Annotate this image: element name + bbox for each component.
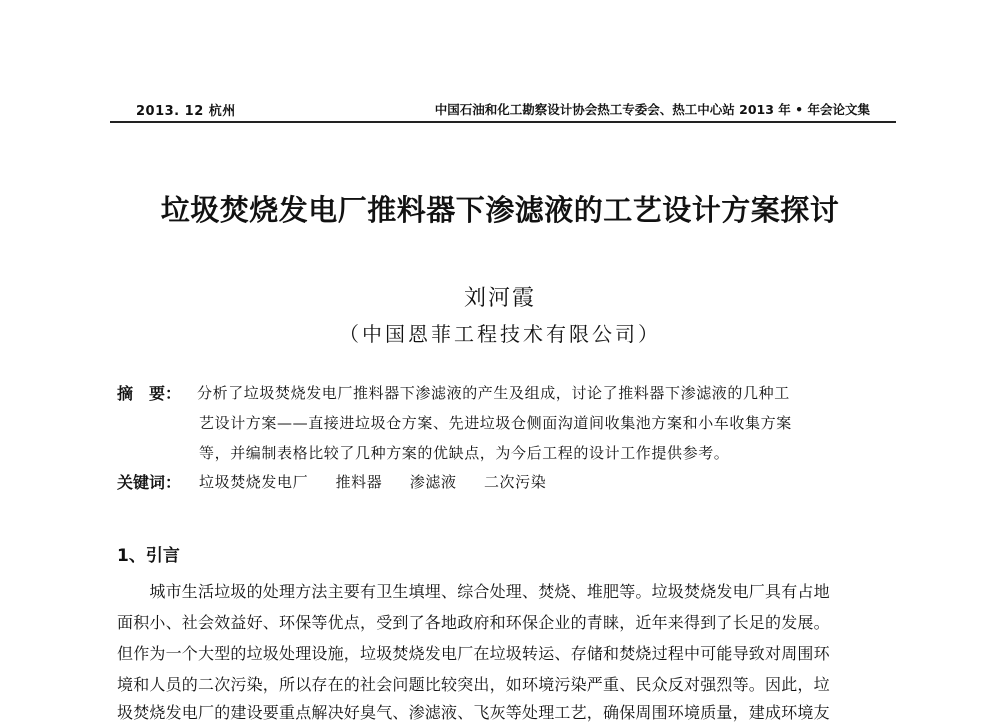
header-rule xyxy=(110,121,896,123)
running-header xyxy=(110,96,896,120)
paper-title: 垃圾焚烧发电厂推料器下渗滤液的工艺设计方案探讨 xyxy=(160,193,840,227)
body-text-line: 圾焚烧发电厂的建设要重点解决好臭气、渗滤液、飞灰等处理工艺，确保周围环境质量，建成环境友 xyxy=(117,703,830,722)
keywords-label: 关键词： xyxy=(117,473,182,492)
body-text-line: 面积小、社会效益好、环保等优点，受到了各地政府和环保企业的青睐，近年来得到了长足的发展。 xyxy=(117,613,830,632)
body-text-line: 但作为一个大型的垃圾处理设施，垃圾焚烧发电厂在垃圾转运、存储和焚烧过程中可能导致对周围环 xyxy=(117,644,830,663)
keyword: 推料器 xyxy=(335,473,383,491)
abstract-label: 摘 要： xyxy=(117,384,182,403)
keywords-list xyxy=(199,471,568,492)
author-affiliation: （中国恩菲工程技术有限公司） xyxy=(339,322,661,346)
keyword: 垃圾焚烧发电厂 xyxy=(199,473,309,491)
body-text-line: 城市生活垃圾的处理方法主要有卫生填埋、综合处理、焚烧、堆肥等。垃圾焚烧发电厂具有占地 xyxy=(117,582,830,601)
abstract-line: 等，并编制表格比较了几种方案的优缺点，为今后工程的设计工作提供参考。 xyxy=(199,444,730,462)
abstract-line: 分析了垃圾焚烧发电厂推料器下渗滤液的产生及组成，讨论了推料器下渗滤液的几种工 xyxy=(197,384,790,402)
section-heading: 1、引言 xyxy=(117,546,180,566)
abstract-line: 艺设计方案——直接进垃圾仓方案、先进垃圾仓侧面沟道间收集池方案和小车收集方案 xyxy=(199,414,792,432)
author-name: 刘河霞 xyxy=(463,286,536,311)
header-proceedings-title: 中国石油和化工勘察设计协会热工专委会、热工中心站 2013 年 • 年会论文集 xyxy=(434,102,870,117)
header-date-location: 2013. 12 杭州 xyxy=(136,104,236,119)
keyword: 渗滤液 xyxy=(409,473,457,491)
keyword: 二次污染 xyxy=(483,473,547,491)
body-text-line: 境和人员的二次污染，所以存在的社会问题比较突出，如环境污染严重、民众反对强烈等。因此，垃 xyxy=(117,675,830,694)
